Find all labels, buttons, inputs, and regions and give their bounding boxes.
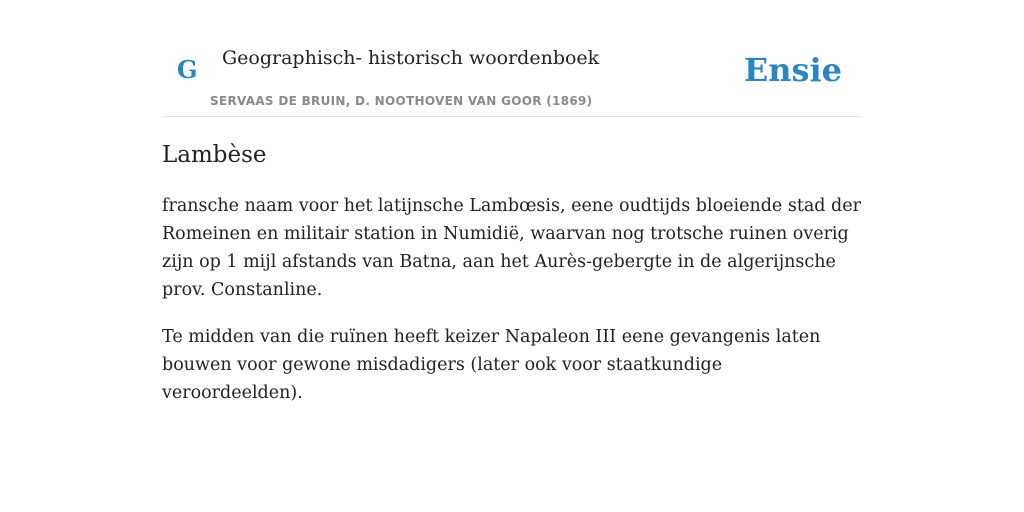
book-letter-icon: G [177,55,198,84]
ensie-logo-link[interactable]: Ensie [743,51,842,89]
book-header [162,0,862,117]
book-authors-year: SERVAAS DE BRUIN, D. NOOTHOVEN VAN GOOR (1869) [210,94,593,108]
entry-body [162,192,862,426]
book-title[interactable]: Geographisch- historisch woordenboek [222,47,600,69]
entry-paragraph: fransche naam voor het latijnsche Lambœsis, eene oudtijds bloeiende stad der Romeinen en militair station in Numidië, waarvan nog trotsche ruinen overig zijn op 1 mijl afstands van Batna, aan het Aurès-gebergte in de algerijnsche prov. Constanline. [162,196,861,300]
entry-paragraph: Te midden van die ruïnen heeft keizer Napaleon III eene gevangenis laten bouwen voor gewone misdadigers (later ook voor staatkundige veroordeelden). [162,327,821,403]
entry-title: Lambèse [162,142,267,168]
